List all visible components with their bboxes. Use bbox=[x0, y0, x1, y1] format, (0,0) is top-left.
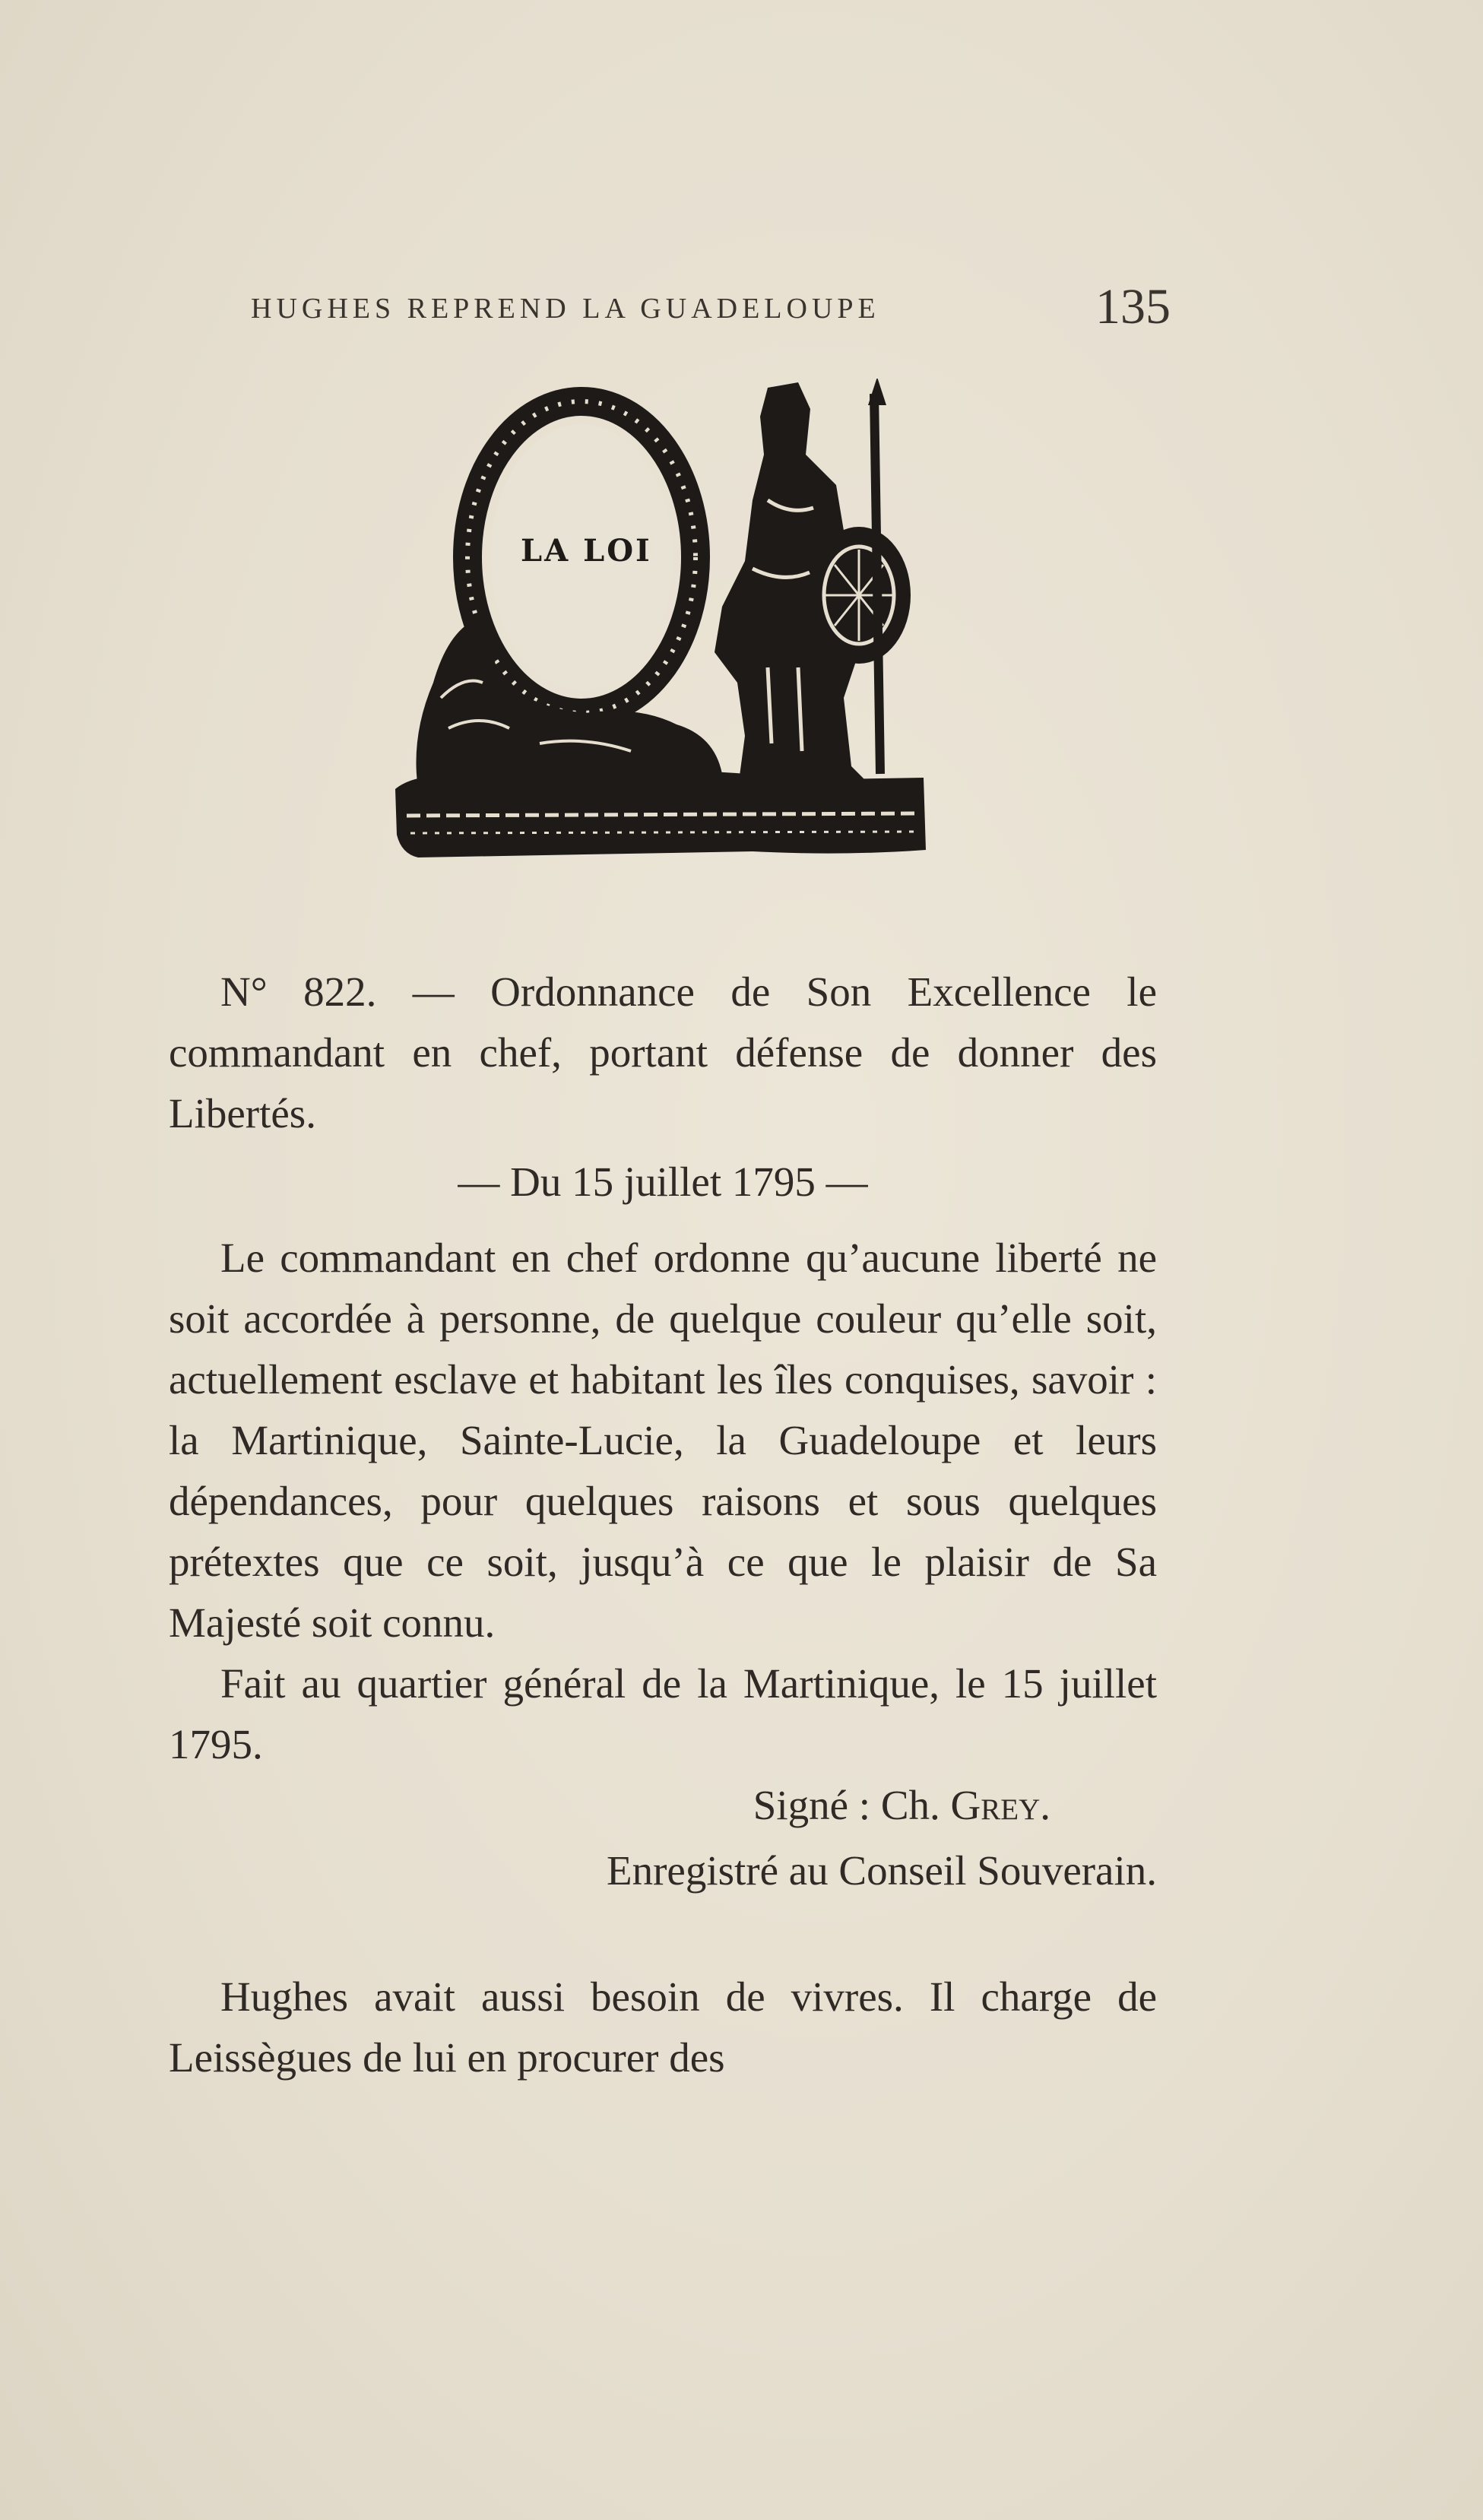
ordinance-title: N° 822. — Ordonnance de Son Excellence le commandant en chef, portant défense de donner des Libertés. bbox=[169, 968, 1157, 1136]
page-number: 135 bbox=[1095, 279, 1171, 334]
la-loi-vignette-icon bbox=[388, 379, 932, 884]
running-head: HUGHES REPREND LA GUADELOUPE bbox=[251, 293, 880, 325]
vignette-motto: LA LOI bbox=[521, 533, 652, 569]
signature-prefix: Signé : Ch. bbox=[753, 1782, 940, 1828]
paragraph-2: Fait au quartier général de la Martinique, le 15 juillet 1795. bbox=[169, 1660, 1157, 1767]
signature-line bbox=[169, 1775, 1157, 1836]
document-body bbox=[169, 962, 1157, 2088]
paragraph-1: Le commandant en chef ordonne qu’aucune liberté ne soit accordée à personne, de quelque couleur qu’elle soit, actuellement esclave et habitant les îles conquises, savoir : la Martinique, Sainte-Lucie, la Guadeloupe et leurs dépendances, pour quelques raisons et sous quelques prétextes que ce soit, jusqu’à ce que le plaisir de Sa Majesté soit connu. bbox=[169, 1235, 1157, 1646]
signature-name: Grey. bbox=[950, 1782, 1050, 1828]
paragraph-3: Hughes avait aussi besoin de vivres. Il charge de Leissègues de lui en procurer des bbox=[169, 1973, 1157, 2081]
date-line: — Du 15 juillet 1795 — bbox=[458, 1159, 868, 1205]
page-header bbox=[251, 278, 1171, 339]
registration-line: Enregistré au Conseil Souverain. bbox=[607, 1847, 1157, 1894]
